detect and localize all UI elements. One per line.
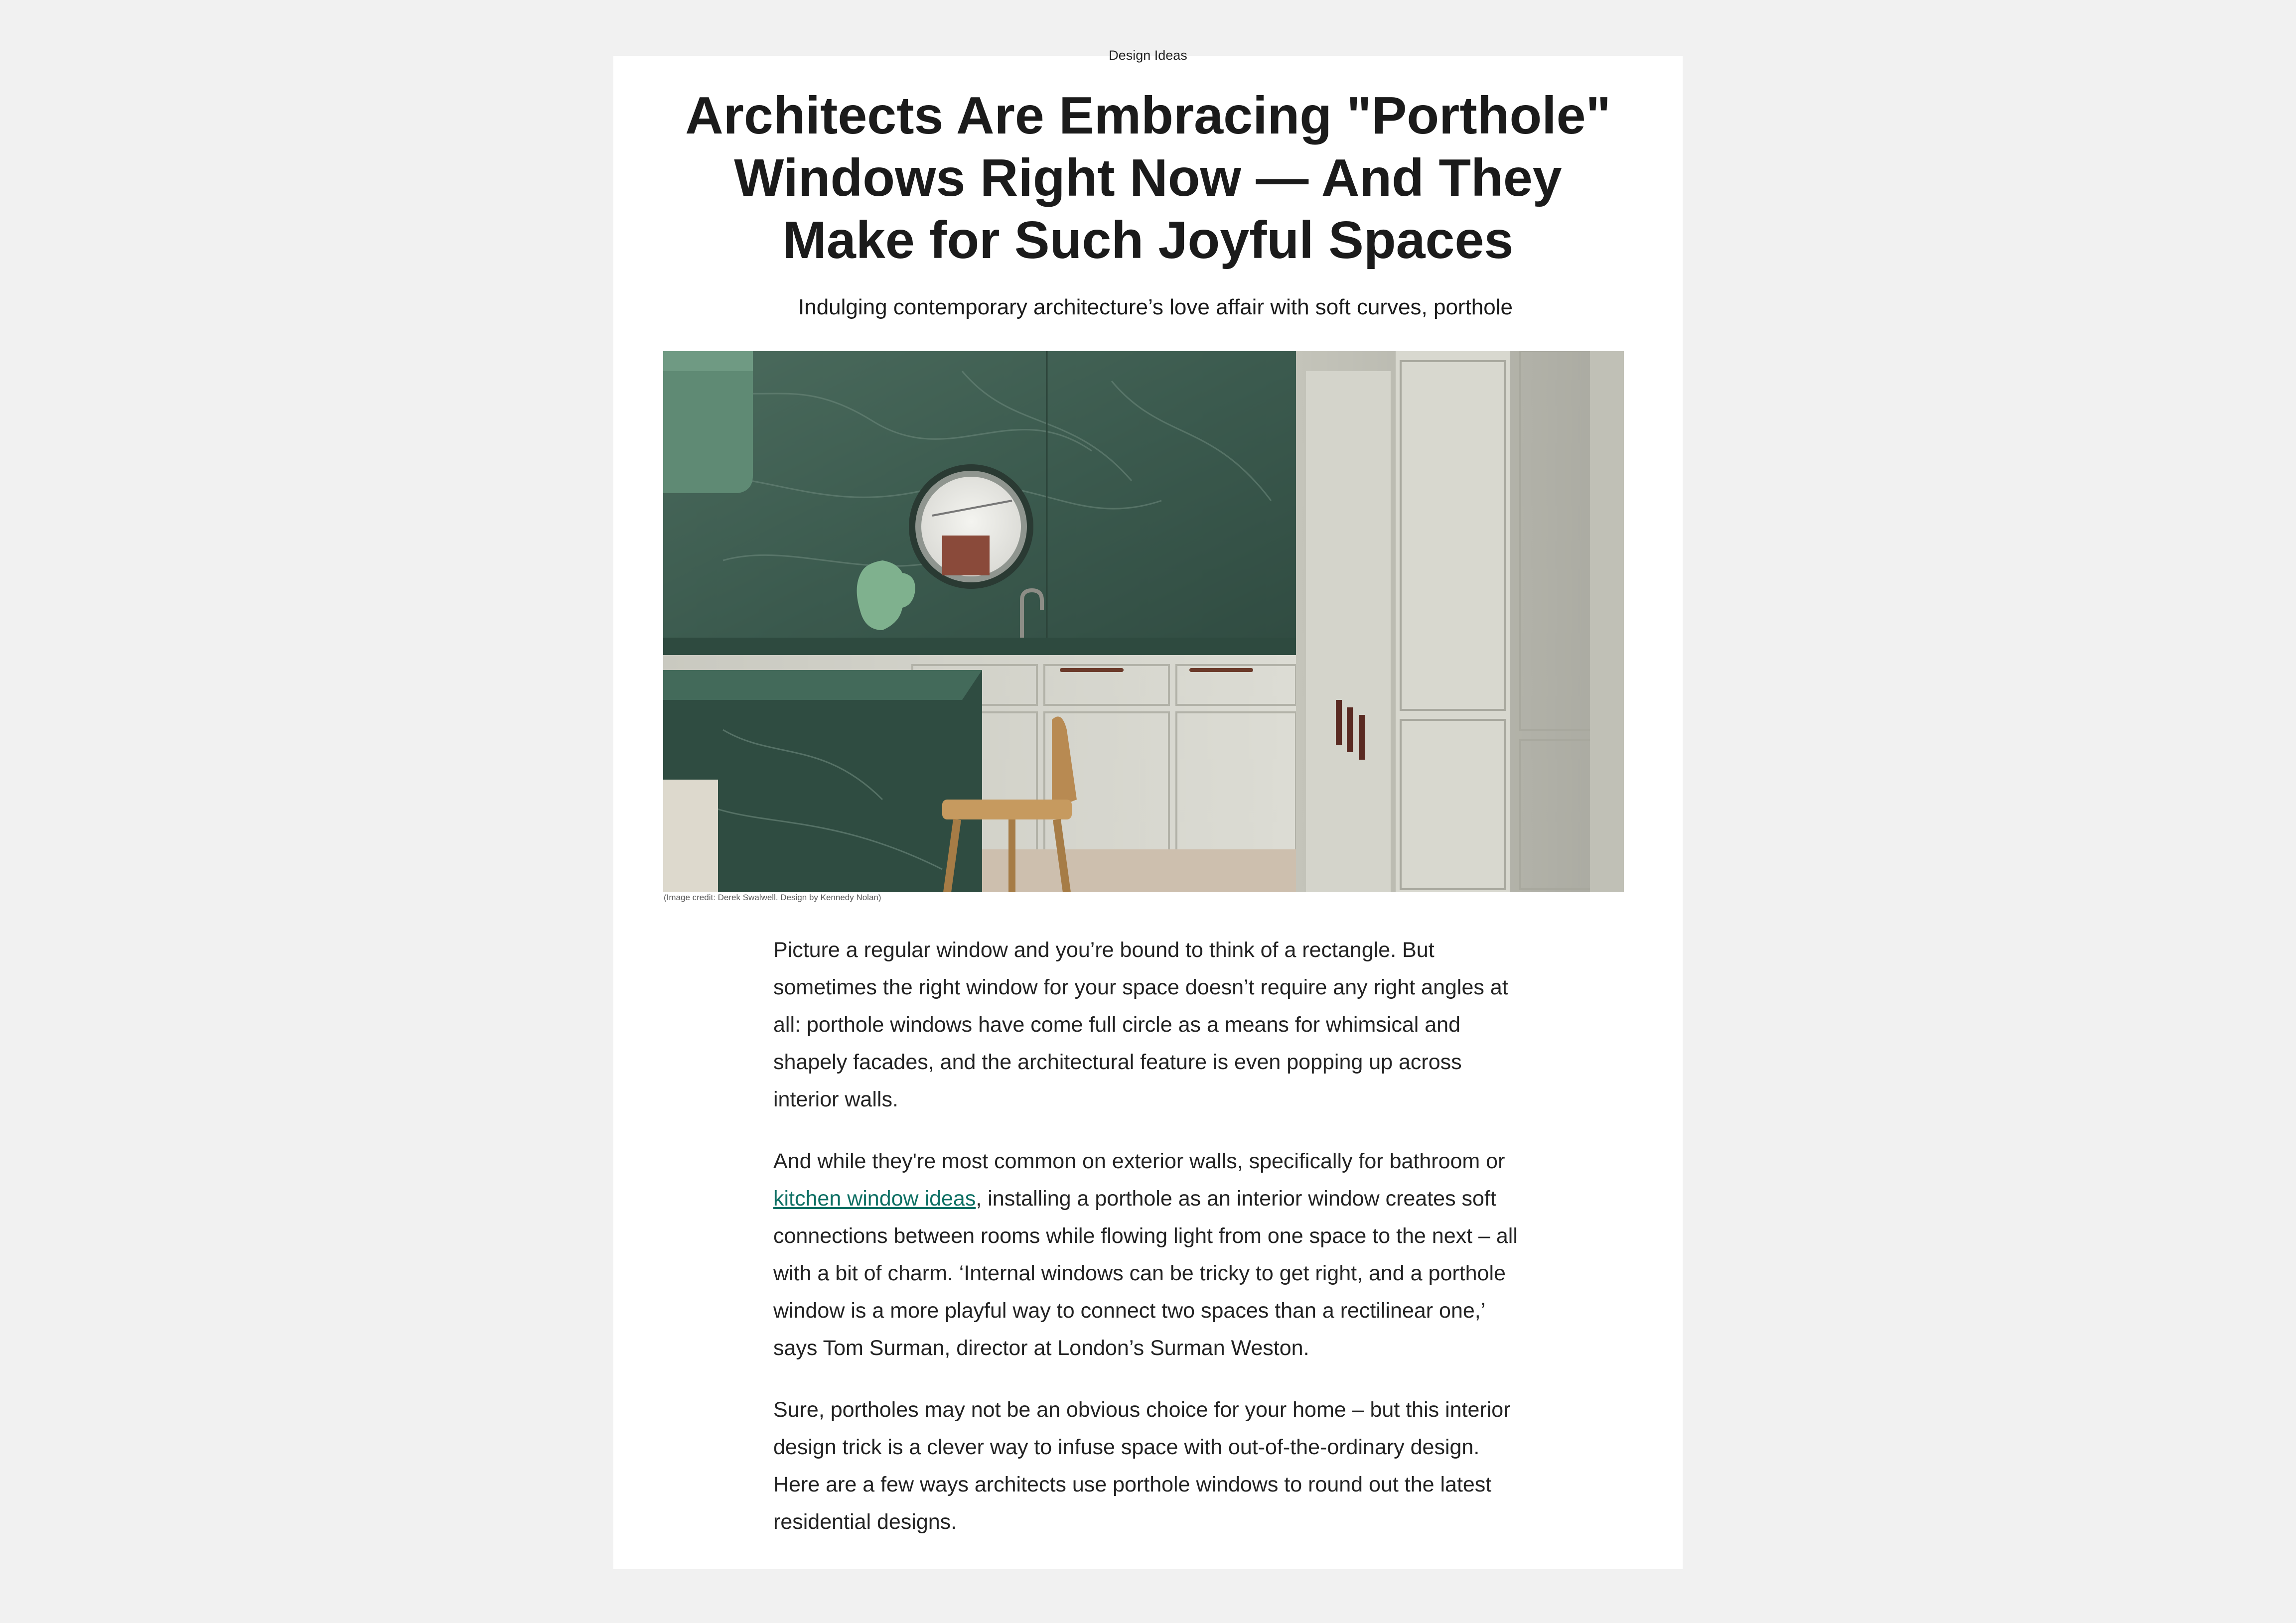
hero-image xyxy=(663,351,1624,892)
article-body xyxy=(773,932,1526,1565)
article-headline: Architects Are Embracing "Porthole" Windows Right Now — And They Make for Such Joyful Spaces xyxy=(685,86,1611,270)
image-credit: (Image credit: Derek Swalwell. Design by Kennedy Nolan) xyxy=(664,893,881,902)
paragraph-2-text-before: And while they're most common on exterior walls, specifically for bathroom or xyxy=(773,1149,1505,1173)
paragraph-3: Sure, portholes may not be an obvious choice for your home – but this interior design trick is a clever way to infuse space with out-of-the-ordinary design. Here are a few ways architects use porthole windows to round out the latest residential designs. xyxy=(773,1398,1511,1534)
paragraph-2 xyxy=(773,1143,1526,1367)
category-label[interactable]: Design Ideas xyxy=(1109,48,1187,63)
article-card xyxy=(613,48,1683,1569)
paragraph-2-text-after: , installing a porthole as an interior window creates soft connections between rooms while flowing light from one space to the next – all with a bit of charm. ‘Internal windows can be tricky to get right, and a porthole window is a more playful way to connect two spaces than a rectilinear one,’ says Tom Surman, director at London’s Surman Weston. xyxy=(773,1187,1518,1360)
kitchen-porthole-photo xyxy=(663,351,1624,892)
article-standfirst: Indulging contemporary architecture’s love affair with soft curves, porthole xyxy=(798,295,1513,319)
kitchen-window-ideas-link[interactable]: kitchen window ideas xyxy=(773,1187,976,1211)
paragraph-1: Picture a regular window and you’re bound to think of a rectangle. But sometimes the right window for your space doesn’t require any right angles at all: porthole windows have come full circle as a means for whimsical and shapely facades, and the architectural feature is even popping up across interior walls. xyxy=(773,938,1508,1111)
